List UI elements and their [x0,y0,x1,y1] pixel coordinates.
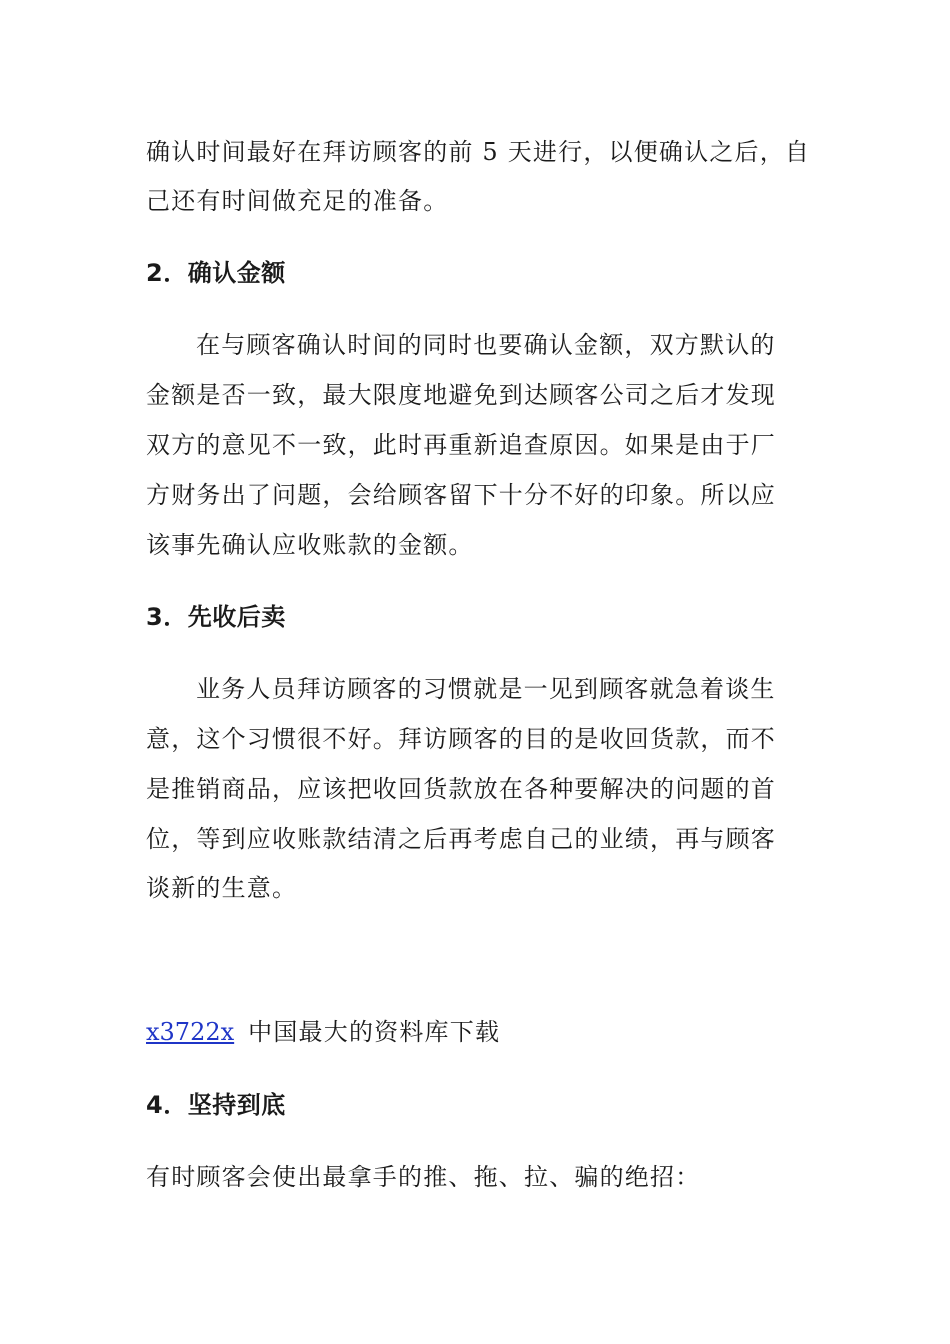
section-2-line-3: 双方的意见不一致，此时再重新追查原因。如果是由于厂 [146,431,776,459]
section-3-line-2: 意，这个习惯很不好。拜访顾客的目的是收回货款，而不 [146,725,776,753]
section-2-heading: 2．确认金额 [146,259,286,287]
promo-text: 中国最大的资料库下载 [248,1018,501,1046]
intro-line-1: 确认时间最好在拜访顾客的前 5 天进行，以便确认之后，自 [146,138,811,166]
promo-line [146,1017,500,1047]
section-4-line-1: 有时顾客会使出最拿手的推、拖、拉、骗的绝招： [146,1163,701,1191]
section-3-line-3: 是推销商品，应该把收回货款放在各种要解决的问题的首 [146,775,776,803]
section-2-line-2: 金额是否一致，最大限度地避免到达顾客公司之后才发现 [146,381,776,409]
section-3-line-1: 业务人员拜访顾客的习惯就是一见到顾客就急着谈生 [196,675,776,703]
intro-line-2: 己还有时间做充足的准备。 [146,187,449,215]
section-2-line-1: 在与顾客确认时间的同时也要确认金额，双方默认的 [196,331,776,359]
promo-link[interactable]: x3722x [146,1018,235,1046]
section-3-line-5: 谈新的生意。 [146,874,298,902]
section-2-line-4: 方财务出了问题，会给顾客留下十分不好的印象。所以应 [146,481,776,509]
section-2-line-5: 该事先确认应收账款的金额。 [146,531,474,559]
section-4-heading: 4．坚持到底 [146,1091,286,1119]
section-3-line-4: 位，等到应收账款结清之后再考虑自己的业绩，再与顾客 [146,825,776,853]
section-3-heading: 3．先收后卖 [146,603,286,631]
